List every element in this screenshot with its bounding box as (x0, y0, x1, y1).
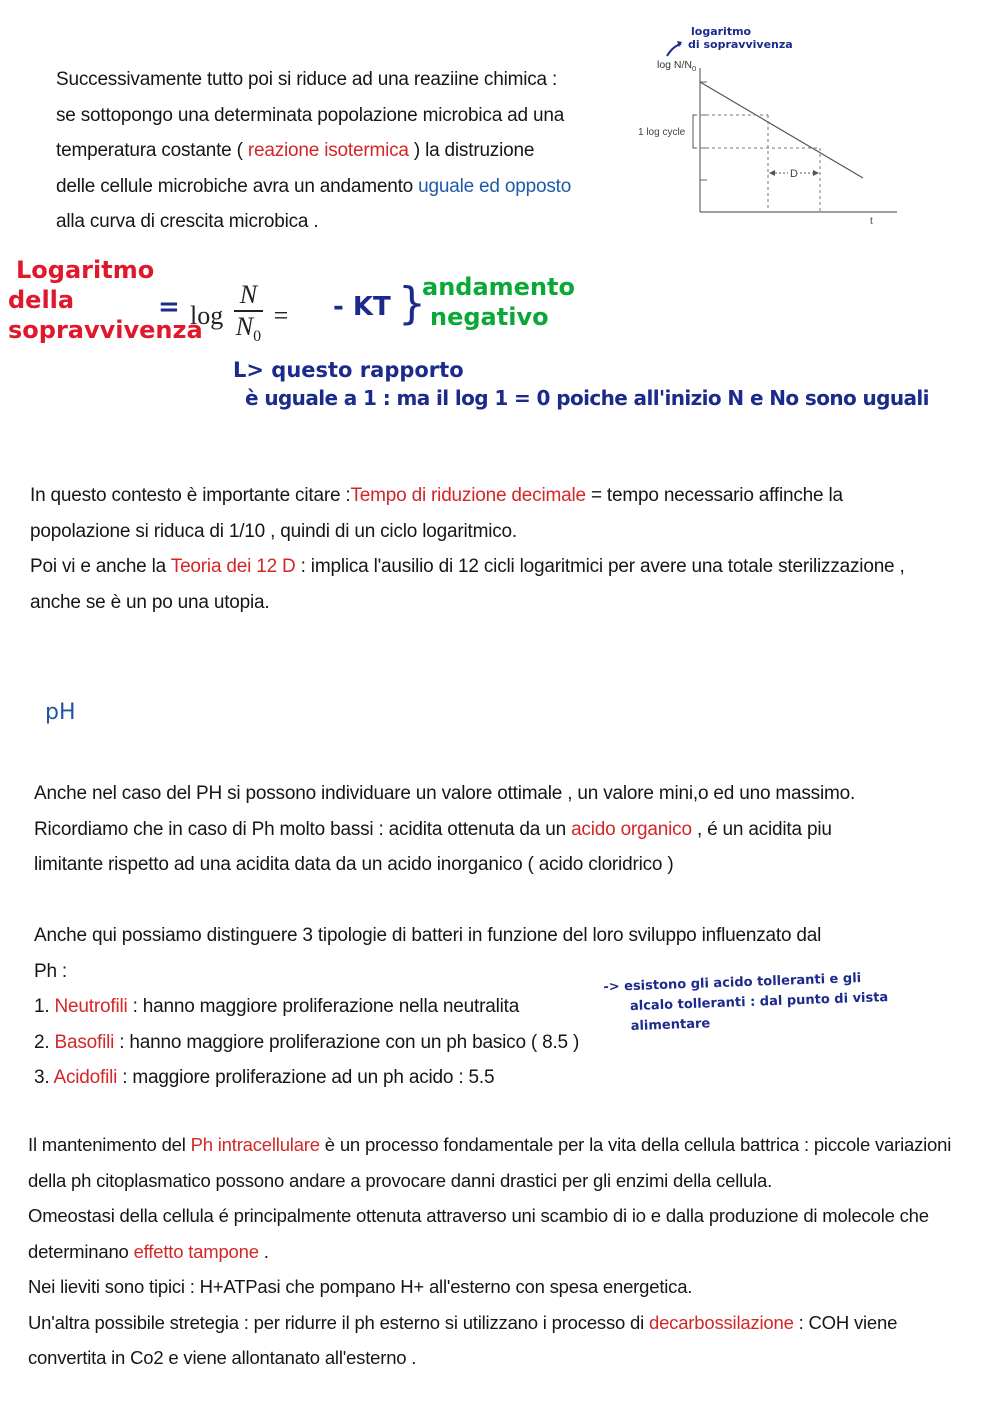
note-line: alimentare (630, 1016, 711, 1035)
denominator (234, 312, 263, 352)
text-fragment: è un processo fondamentale per la vita della cellula battrica : piccole variazioni (319, 1134, 952, 1155)
text-fragment: = tempo necessario affinche la (585, 485, 843, 506)
y-axis-label-text: log N/N (657, 59, 693, 71)
negative-trend-label (422, 272, 575, 332)
note-line: alcalo tolleranti : dal punto di vista (629, 990, 889, 1015)
highlight-term: Basofili (54, 1031, 115, 1053)
text-line (28, 1234, 951, 1270)
denominator-sub: 0 (253, 328, 262, 346)
intracellular-ph-paragraph (28, 1127, 951, 1376)
highlight-term: uguale ed opposto (418, 175, 572, 197)
highlight-term: decarbossilazione (648, 1311, 794, 1333)
text-line: convertita in Co2 e viene allontanato all'esterno . (28, 1347, 417, 1368)
text-line: se sottopongo una determinata popolazione microbica ad una (56, 104, 565, 126)
ratio-note-line1: L> questo rapporto (233, 358, 464, 382)
text-line: popolazione si riduca di 1/10 , quindi di un ciclo logaritmico. (30, 520, 517, 542)
label-line: andamento (422, 273, 575, 301)
text-fragment: Un'altra possibile stretegia : per ridurre il ph esterno si utilizzano i processo di (28, 1311, 649, 1333)
text-fragment: : hanno maggiore proliferazione con un ph basico ( 8.5 ) (114, 1031, 580, 1053)
d-arrowhead-right (813, 170, 819, 176)
highlight-term: effetto tampone (133, 1240, 259, 1262)
text-fragment: . (258, 1240, 269, 1262)
text-line: della ph citoplasmatico possono andare a provocare danni drastici per gli enzimi della cellula. (28, 1169, 773, 1191)
highlight-term: acido organico (571, 818, 692, 840)
x-axis-label: t (870, 216, 873, 227)
text-line: Anche nel caso del PH si possono individuare un valore ottimale , un valore mini,o ed uno massimo. (34, 783, 856, 804)
text-line (28, 1305, 951, 1341)
text-fragment: determinano (28, 1240, 134, 1262)
highlight-term: Teoria dei 12 D (170, 556, 296, 577)
label-line: negativo (430, 303, 549, 331)
text-fragment: : implica l'ausilio di 12 cicli logaritmici per avere una totale sterilizzazione , (295, 556, 905, 577)
fraction (234, 280, 263, 352)
tolerance-side-note (603, 968, 889, 1038)
text-fragment: : hanno maggiore proliferazione nella neutralita (127, 996, 520, 1017)
text-fragment: temperatura costante ( (56, 140, 248, 161)
highlight-term: Neutrofili (54, 996, 128, 1017)
highlight-term: reazione isotermica (247, 140, 409, 161)
note-line: -> esistono gli acido tolleranti e gli (603, 970, 862, 995)
text-fragment: In questo contesto è importante citare : (30, 485, 351, 506)
log-cycle-label: 1 log cycle (638, 127, 686, 138)
text-fragment: Il mantenimento del (28, 1134, 191, 1155)
curly-brace: } (398, 278, 426, 329)
rhs-expression: - KT (333, 292, 391, 322)
ph-heading: pH (45, 700, 76, 725)
text-fragment: , é un acidita piu (691, 818, 832, 840)
survival-curve-figure (635, 20, 905, 235)
text-fragment: : COH viene (793, 1311, 898, 1333)
annotation-line1: logaritmo (691, 25, 752, 38)
text-line: Successivamente tutto poi si riduce ad una reaziine chimica : (56, 69, 558, 90)
list-number: 3. (34, 1067, 54, 1088)
ph-intro-paragraph (34, 776, 855, 883)
text-fragment: Ricordiamo che in caso di Ph molto bassi : acidita ottenuta da un (34, 818, 572, 840)
list-number: 1. (34, 996, 55, 1017)
survival-curve-svg (635, 20, 905, 235)
annotation-line2: di sopravvivenza (688, 38, 793, 51)
text-line (34, 812, 855, 848)
text-fragment: delle cellule microbiche avra un andamento (56, 175, 419, 197)
label-line: Logaritmo (16, 256, 155, 284)
text-line: limitante rispetto ad una acidita data da un acido inorganico ( acido cloridrico ) (34, 854, 674, 875)
text-line: Anche qui possiamo distinguere 3 tipologie di batteri in funzione del loro sviluppo influenzato dal (34, 925, 822, 946)
text-line (28, 1127, 951, 1163)
decimal-reduction-paragraph (30, 478, 905, 620)
text-line (56, 133, 571, 169)
intro-paragraph (56, 62, 571, 240)
text-line: Nei lieviti sono tipici : H+ATPasi che pompano H+ all'esterno con spesa energetica. (28, 1276, 693, 1297)
text-line: alla curva di crescita microbica . (56, 211, 319, 232)
list-number: 2. (34, 1031, 55, 1053)
rhs-equals: = (273, 301, 289, 331)
text-line: Omeostasi della cellula é principalmente ottenuta attraverso uni scambio di io e dalla produzione di molecole che (28, 1205, 929, 1226)
list-item (34, 1060, 821, 1096)
equals-sign: = (158, 292, 180, 322)
log-cycle-bracket (693, 115, 697, 148)
text-line (30, 549, 905, 585)
text-line (30, 478, 905, 514)
log-text: log (190, 301, 224, 331)
d-label: D (790, 168, 798, 180)
text-line: anche se è un po una utopia. (30, 591, 270, 613)
ratio-note-line2: è uguale a 1 : ma il log 1 = 0 poiche all'inizio N e No sono uguali (245, 386, 929, 410)
text-line (56, 169, 571, 205)
text-fragment: Poi vi e anche la (30, 556, 171, 577)
y-axis-label (657, 59, 696, 73)
text-fragment: : maggiore proliferazione ad un ph acido : 5.5 (117, 1067, 495, 1088)
label-line: della (8, 286, 75, 314)
numerator: N (234, 280, 263, 312)
y-axis-label-sub: 0 (692, 64, 697, 73)
d-arrowhead-left (769, 170, 775, 176)
label-line: sopravvivenza (8, 316, 203, 344)
denominator-main: N (235, 312, 254, 341)
highlight-term: Acidofili (53, 1067, 118, 1088)
highlight-term: Ph intracellulare (190, 1134, 320, 1155)
log-formula (190, 280, 288, 352)
survival-line (700, 82, 863, 178)
text-fragment: ) la distruzione (408, 140, 535, 161)
text-line: Ph : (34, 960, 67, 982)
highlight-term: Tempo di riduzione decimale (350, 485, 586, 506)
